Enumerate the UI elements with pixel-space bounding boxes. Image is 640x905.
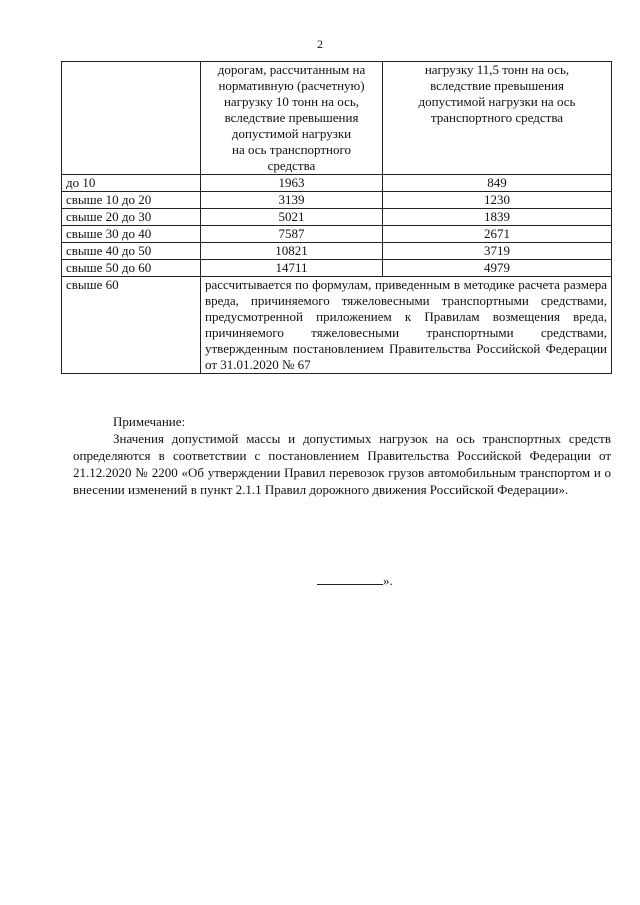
table-row	[62, 192, 612, 209]
header-11-5t-line: вследствие превышения	[430, 78, 564, 93]
table-header-row	[62, 62, 612, 175]
header-10t-line: нагрузку 10 тонн на ось,	[223, 94, 360, 109]
note-title: Примечание:	[113, 414, 186, 429]
range-cell: свыше 30 до 40	[62, 226, 201, 243]
table-row	[62, 243, 612, 260]
value-10t-cell: 14711	[201, 260, 383, 277]
closing-quote: ».	[383, 573, 393, 588]
table-row-formula	[62, 277, 612, 374]
header-10t-line: средства	[267, 158, 316, 173]
range-cell: свыше 20 до 30	[62, 209, 201, 226]
damage-rates-table	[61, 61, 612, 374]
range-cell: до 10	[62, 175, 201, 192]
table-row	[62, 209, 612, 226]
value-11-5t-cell: 1839	[383, 209, 612, 226]
note-body: Значения допустимой массы и допустимых нагрузок на ось транспортных средств определяются в соответствии с постановлением Правительства Российской Федерации от 21.12.2020 № 2200 «Об утверждении Правил перевозок грузов автомобильным транспортом и о внесении изменений в пункт 2.1.1 Правил дорожного движения Российской Федерации».	[73, 431, 611, 497]
value-10t-cell: 10821	[201, 243, 383, 260]
value-11-5t-cell: 2671	[383, 226, 612, 243]
value-10t-cell: 1963	[201, 175, 383, 192]
range-cell: свыше 10 до 20	[62, 192, 201, 209]
value-10t-cell: 3139	[201, 192, 383, 209]
value-10t-cell: 5021	[201, 209, 383, 226]
header-10t-line: вследствие превышения	[224, 110, 359, 125]
range-cell: свыше 40 до 50	[62, 243, 201, 260]
table-row	[62, 226, 612, 243]
note-block	[73, 413, 611, 498]
value-10t-cell: 7587	[201, 226, 383, 243]
range-cell: свыше 50 до 60	[62, 260, 201, 277]
header-10t-line: на ось транспортного	[231, 142, 352, 157]
value-11-5t-cell: 4979	[383, 260, 612, 277]
page-number: 2	[317, 37, 323, 51]
header-11-5t-line: транспортного средства	[430, 110, 564, 125]
range-cell: свыше 60	[62, 277, 201, 374]
value-11-5t-cell: 849	[383, 175, 612, 192]
closing-mark	[317, 572, 393, 589]
header-cell-empty	[62, 62, 201, 175]
header-10t-line: дорогам, рассчитанным на	[217, 62, 366, 77]
header-cell-11-5t	[383, 62, 612, 175]
header-10t-line: нормативную (расчетную)	[218, 78, 365, 93]
header-11-5t-line: нагрузку 11,5 тонн на ось,	[424, 62, 570, 77]
signature-line	[317, 572, 383, 585]
header-10t-line: допустимой нагрузки	[231, 126, 352, 141]
header-cell-10t	[201, 62, 383, 175]
value-11-5t-cell: 3719	[383, 243, 612, 260]
formula-note-cell: рассчитывается по формулам, приведенным в методике расчета размера вреда, причиняемого тяжеловесными транспортными средствами, предусмотренной приложением к Правилам возмещения вреда, причиняемого тяжеловесными транспортными средствами, утвержденным постановлением Правительства Российской Федерации от 31.01.2020 № 67	[201, 277, 612, 374]
table-row	[62, 175, 612, 192]
table-row	[62, 260, 612, 277]
header-11-5t-line: допустимой нагрузки на ось	[418, 94, 576, 109]
value-11-5t-cell: 1230	[383, 192, 612, 209]
